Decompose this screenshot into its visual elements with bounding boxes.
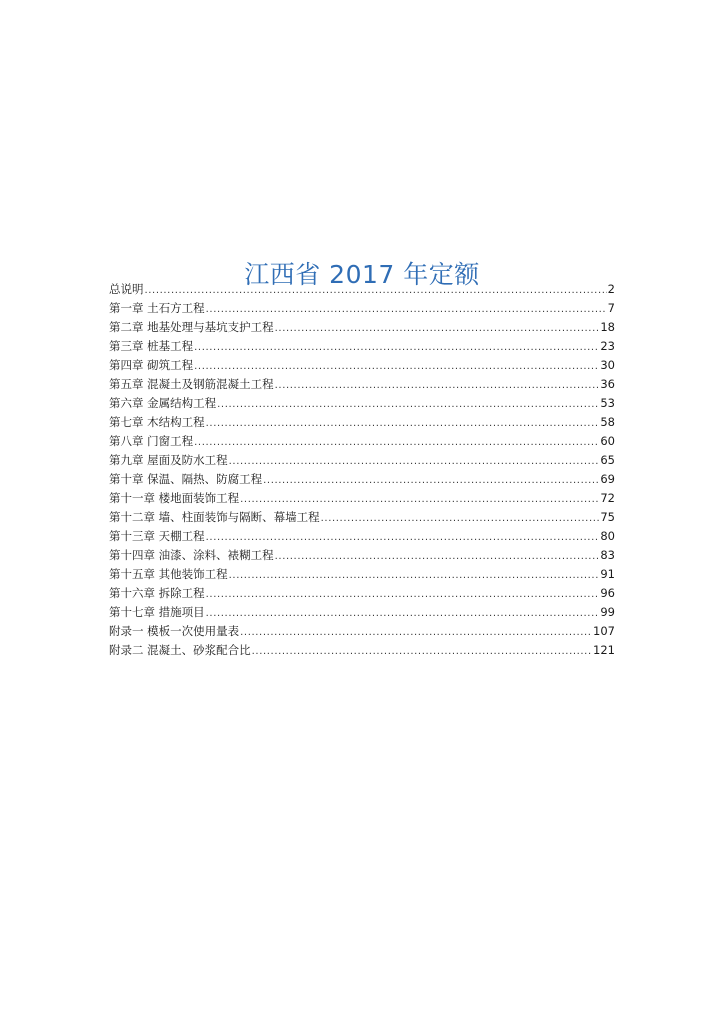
toc-entry-label: 第四章 砌筑工程 xyxy=(109,358,194,372)
toc-entry-label: 第十三章 天棚工程 xyxy=(109,529,205,543)
toc-page-number: 60 xyxy=(600,434,615,448)
toc-entry-label: 第七章 木结构工程 xyxy=(109,415,205,429)
toc-entry[interactable] xyxy=(109,451,615,470)
toc-dot-leader xyxy=(194,338,599,357)
toc-dot-leader xyxy=(275,547,600,566)
toc-entry-label: 第十一章 楼地面装饰工程 xyxy=(109,491,240,505)
toc-dot-leader xyxy=(194,433,599,452)
toc-entry-label: 第九章 屋面及防水工程 xyxy=(109,453,228,467)
toc-entry-label: 总说明 xyxy=(109,282,144,296)
toc-dot-leader xyxy=(194,357,599,376)
toc-entry-label: 第十五章 其他装饰工程 xyxy=(109,567,228,581)
toc-entry-label: 第一章 土石方工程 xyxy=(109,301,205,315)
toc-entry-label: 第二章 地基处理与基坑支护工程 xyxy=(109,320,274,334)
table-of-contents xyxy=(109,280,615,660)
toc-dot-leader xyxy=(229,566,600,585)
toc-dot-leader xyxy=(252,642,592,661)
toc-page-number: 80 xyxy=(600,529,615,543)
toc-page-number: 121 xyxy=(593,643,615,657)
toc-dot-leader xyxy=(206,604,600,623)
toc-entry[interactable] xyxy=(109,641,615,660)
toc-entry[interactable] xyxy=(109,280,615,299)
toc-entry[interactable] xyxy=(109,565,615,584)
toc-dot-leader xyxy=(275,319,600,338)
toc-entry[interactable] xyxy=(109,603,615,622)
toc-entry-label: 第六章 金属结构工程 xyxy=(109,396,217,410)
toc-entry[interactable] xyxy=(109,584,615,603)
toc-dot-leader xyxy=(240,490,599,509)
toc-page-number: 36 xyxy=(600,377,615,391)
toc-dot-leader xyxy=(321,509,600,528)
toc-entry[interactable] xyxy=(109,375,615,394)
toc-entry[interactable] xyxy=(109,546,615,565)
toc-page-number: 99 xyxy=(600,605,615,619)
toc-dot-leader xyxy=(217,395,599,414)
toc-page-number: 72 xyxy=(600,491,615,505)
toc-dot-leader xyxy=(240,623,592,642)
toc-entry[interactable] xyxy=(109,622,615,641)
toc-dot-leader xyxy=(206,528,600,547)
toc-entry[interactable] xyxy=(109,527,615,546)
toc-entry[interactable] xyxy=(109,337,615,356)
toc-entry[interactable] xyxy=(109,432,615,451)
toc-entry-label: 第三章 桩基工程 xyxy=(109,339,194,353)
toc-page-number: 75 xyxy=(600,510,615,524)
toc-entry-label: 第十四章 油漆、涂料、裱糊工程 xyxy=(109,548,274,562)
toc-dot-leader xyxy=(275,376,600,395)
toc-page-number: 18 xyxy=(600,320,615,334)
toc-entry-label: 第十六章 拆除工程 xyxy=(109,586,205,600)
toc-page-number: 69 xyxy=(600,472,615,486)
toc-page-number: 107 xyxy=(593,624,615,638)
toc-page-number: 96 xyxy=(600,586,615,600)
toc-page-number: 53 xyxy=(600,396,615,410)
toc-dot-leader xyxy=(206,300,607,319)
toc-dot-leader xyxy=(206,414,600,433)
toc-entry[interactable] xyxy=(109,394,615,413)
toc-entry-label: 第五章 混凝土及钢筋混凝土工程 xyxy=(109,377,274,391)
toc-entry[interactable] xyxy=(109,356,615,375)
toc-entry[interactable] xyxy=(109,489,615,508)
toc-entry-label: 附录一 模板一次使用量表 xyxy=(109,624,240,638)
toc-entry-label: 第十七章 措施项目 xyxy=(109,605,205,619)
toc-entry-label: 第十二章 墙、柱面装饰与隔断、幕墙工程 xyxy=(109,510,320,524)
toc-page-number: 91 xyxy=(600,567,615,581)
toc-entry-label: 附录二 混凝土、砂浆配合比 xyxy=(109,643,251,657)
toc-dot-leader xyxy=(145,281,607,300)
toc-page-number: 58 xyxy=(600,415,615,429)
toc-entry[interactable] xyxy=(109,470,615,489)
toc-entry-label: 第十章 保温、隔热、防腐工程 xyxy=(109,472,263,486)
toc-page-number: 7 xyxy=(607,301,615,315)
toc-page-number: 2 xyxy=(607,282,615,296)
toc-page-number: 83 xyxy=(600,548,615,562)
toc-entry[interactable] xyxy=(109,318,615,337)
toc-page-number: 23 xyxy=(600,339,615,353)
toc-dot-leader xyxy=(206,585,600,604)
toc-dot-leader xyxy=(263,471,599,490)
toc-page-number: 65 xyxy=(600,453,615,467)
toc-entry-label: 第八章 门窗工程 xyxy=(109,434,194,448)
toc-entry[interactable] xyxy=(109,413,615,432)
toc-entry[interactable] xyxy=(109,508,615,527)
toc-entry[interactable] xyxy=(109,299,615,318)
document-title: 江西省 2017 年定额 xyxy=(244,259,480,289)
toc-dot-leader xyxy=(229,452,600,471)
toc-page-number: 30 xyxy=(600,358,615,372)
